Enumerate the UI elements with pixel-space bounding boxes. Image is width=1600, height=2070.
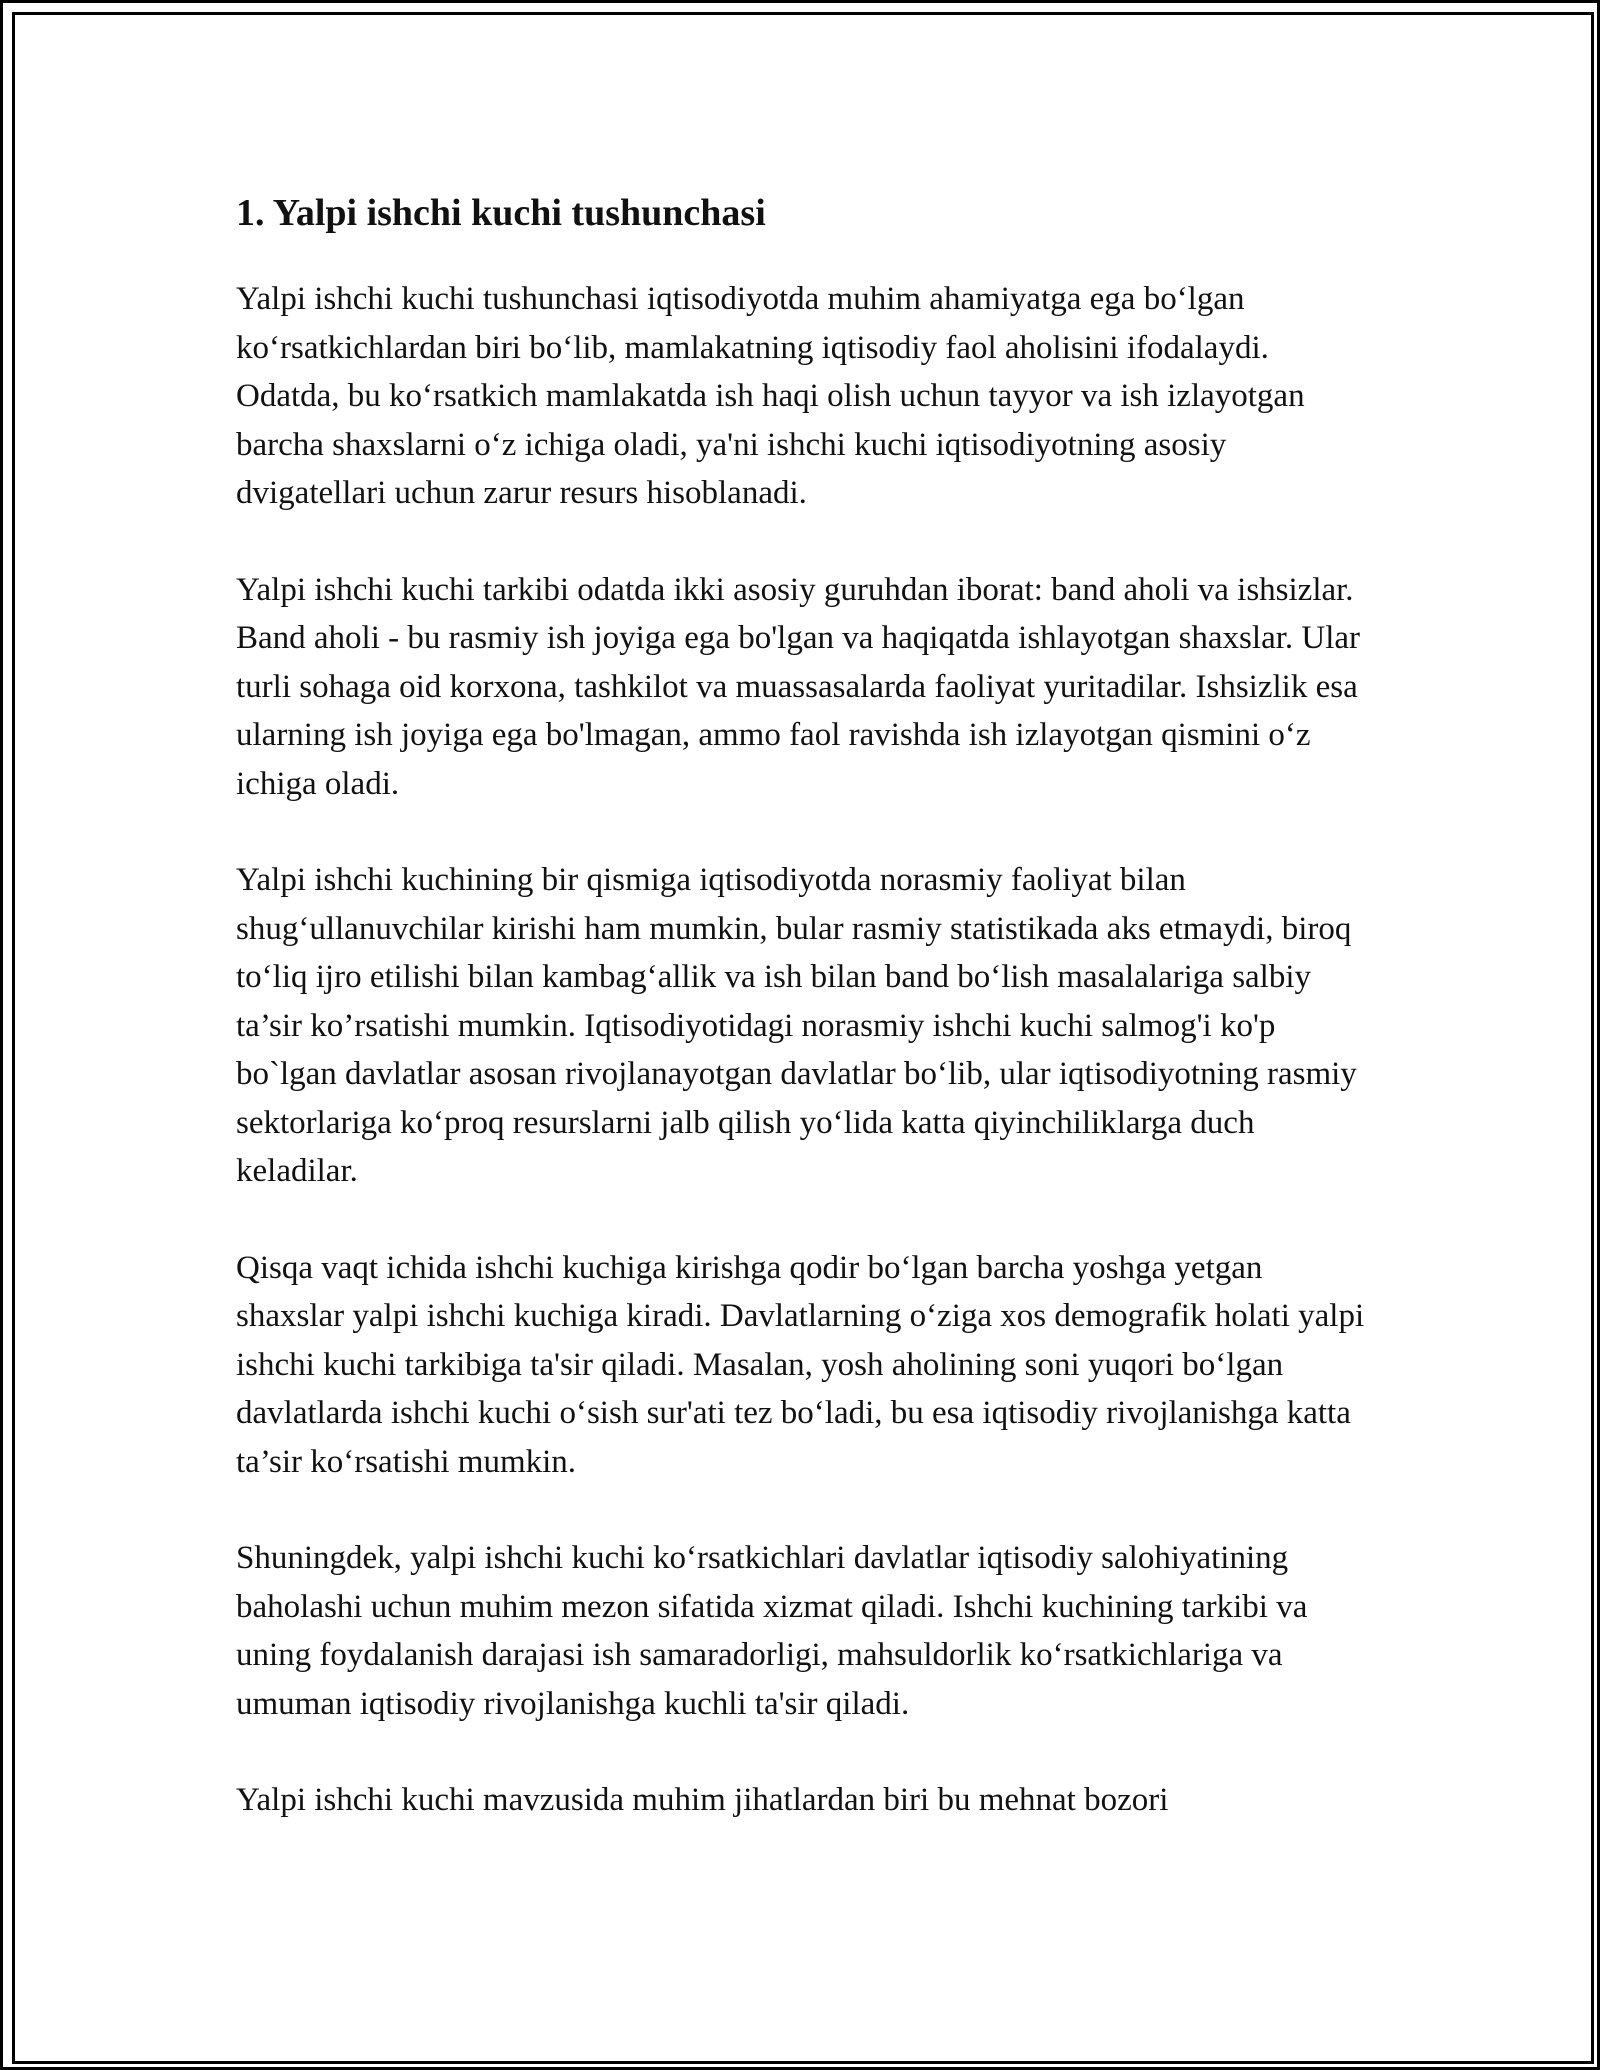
- paragraph-1: Yalpi ishchi kuchi tushunchasi iqtisodiyotda muhim ahamiyatga ega bo‘lgan ko‘rsatkichlardan biri bo‘lib, mamlakatning iqtisodiy faol aholisini ifodalaydi. Odatda, bu ko‘rsatkich mamlakatda ish haqi olish uchun tayyor va ish izlayotgan barcha shaxslarni o‘z ichiga oladi, ya'ni ishchi kuchi iqtisodiyotning asosiy dvigatellari uchun zarur resurs hisoblanadi.: [236, 281, 1305, 511]
- paragraph-3: Yalpi ishchi kuchining bir qismiga iqtisodiyotda norasmiy faoliyat bilan shug‘ullanuvchilar kirishi ham mumkin, bular rasmiy statistikada aks etmaydi, biroq to‘liq ijro etilishi bilan kambag‘allik va ish bilan band bo‘lish masalalariga salbiy ta’sir ko’rsatishi mumkin. Iqtisodiyotidagi norasmiy ishchi kuchi salmog'i ko'p bo`lgan davlatlar asosan rivojlanayotgan davlatlar bo‘lib, ular iqtisodiyotning rasmiy sektorlariga ko‘proq resurslarni jalb qilish yo‘lida katta qiyinchiliklarga duch keladilar.: [236, 862, 1357, 1189]
- section-heading: 1. Yalpi ishchi kuchi tushunchasi: [236, 192, 766, 234]
- paragraph-2: Yalpi ishchi kuchi tarkibi odatda ikki asosiy guruhdan iborat: band aholi va ishsizlar. Band aholi - bu rasmiy ish joyiga ega bo'lgan va haqiqatda ishlayotgan shaxslar. Ular turli sohaga oid korxona, tashkilot va muassasalarda faoliyat yuritadilar. Ishsizlik esa ularning ish joyiga ega bo'lmagan, ammo faol ravishda ish izlayotgan qismini o‘z ichiga oladi.: [236, 571, 1361, 802]
- paragraph-4: Qisqa vaqt ichida ishchi kuchiga kirishga qodir bo‘lgan barcha yoshga yetgan shaxslar yalpi ishchi kuchiga kiradi. Davlatlarning o‘ziga xos demografik holati yalpi ishchi kuchi tarkibiga ta'sir qiladi. Masalan, yosh aholining soni yuqori bo‘lgan davlatlarda ishchi kuchi o‘sish sur'ati tez bo‘ladi, bu esa iqtisodiy rivojlanishga katta ta’sir ko‘rsatishi mumkin.: [236, 1249, 1365, 1480]
- paragraph-6: Yalpi ishchi kuchi mavzusida muhim jihatlardan biri bu mehnat bozori: [236, 1782, 1169, 1818]
- document-body: [236, 183, 1376, 1873]
- paragraph-5: Shuningdek, yalpi ishchi kuchi ko‘rsatkichlari davlatlar iqtisodiy salohiyatining baholashi uchun muhim mezon sifatida xizmat qiladi. Ishchi kuchining tarkibi va uning foydalanish darajasi ish samaradorligi, mahsuldorlik ko‘rsatkichlariga va umuman iqtisodiy rivojlanishga kuchli ta'sir qiladi.: [236, 1540, 1308, 1722]
